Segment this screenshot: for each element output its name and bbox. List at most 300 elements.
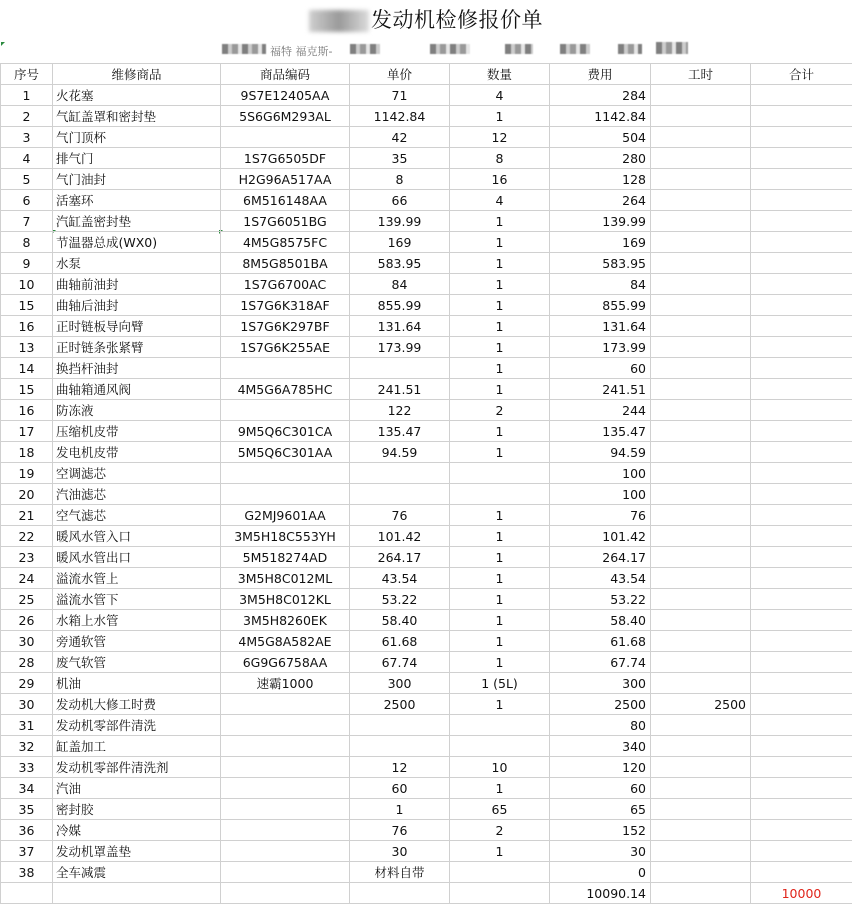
grand-total: 10000: [751, 883, 852, 904]
item-code-cell: 9M5Q6C301CA: [221, 421, 350, 442]
fee-cell: 241.51: [550, 379, 651, 400]
row-no-cell: 5: [1, 169, 53, 190]
table-row: [1, 631, 852, 652]
unit-price-cell: 241.51: [350, 379, 450, 400]
table-row: [1, 190, 852, 211]
fee-cell: 244: [550, 400, 651, 421]
item-code-cell: [221, 841, 350, 862]
quantity-cell: 8: [450, 148, 550, 169]
item-code-cell: [221, 799, 350, 820]
item-code-cell: H2G96A517AA: [221, 169, 350, 190]
item-name-cell: 全车减震: [53, 862, 221, 883]
fee-cell: 340: [550, 736, 651, 757]
item-code-cell: 1S7G6K318AF: [221, 295, 350, 316]
row-no-cell: 17: [1, 421, 53, 442]
fee-cell: 264.17: [550, 547, 651, 568]
item-name-cell: 缸盖加工: [53, 736, 221, 757]
table-row: [1, 757, 852, 778]
labor-hours-cell: [651, 799, 751, 820]
fee-cell: 0: [550, 862, 651, 883]
quantity-cell: [450, 862, 550, 883]
table-row: [1, 274, 852, 295]
row-total-cell: [751, 715, 852, 736]
row-no-cell: 25: [1, 589, 53, 610]
row-total-cell: [751, 463, 852, 484]
row-no-cell: 19: [1, 463, 53, 484]
fee-cell: 135.47: [550, 421, 651, 442]
labor-hours-cell: [651, 862, 751, 883]
fee-cell: 58.40: [550, 610, 651, 631]
row-no-cell: 15: [1, 379, 53, 400]
redacted-title-prefix: [309, 10, 369, 32]
quantity-cell: 1: [450, 526, 550, 547]
quantity-cell: 1: [450, 253, 550, 274]
table-row: [1, 316, 852, 337]
table-row: [1, 820, 852, 841]
item-name-cell: 汽缸盖密封垫: [53, 211, 221, 232]
table-row: [1, 589, 852, 610]
col-header-item: 维修商品: [53, 64, 221, 85]
row-total-cell: [751, 85, 852, 106]
row-no-cell: 20: [1, 484, 53, 505]
labor-hours-cell: [651, 463, 751, 484]
item-code-cell: [221, 484, 350, 505]
row-total-cell: [751, 862, 852, 883]
item-code-cell: 1S7G6505DF: [221, 148, 350, 169]
table-row: [1, 442, 852, 463]
fee-cell: 101.42: [550, 526, 651, 547]
item-code-cell: 速霸1000: [221, 673, 350, 694]
summary-row: [1, 883, 852, 904]
fee-cell: 280: [550, 148, 651, 169]
row-no-cell: 36: [1, 820, 53, 841]
row-no-cell: 23: [1, 547, 53, 568]
row-total-cell: [751, 673, 852, 694]
unit-price-cell: 84: [350, 274, 450, 295]
fee-cell: 76: [550, 505, 651, 526]
item-code-cell: [221, 400, 350, 421]
item-name-cell: 发动机罩盖垫: [53, 841, 221, 862]
item-name-cell: 汽油滤芯: [53, 484, 221, 505]
item-name-cell: 曲轴后油封: [53, 295, 221, 316]
labor-hours-cell: [651, 253, 751, 274]
table-row: [1, 694, 852, 715]
labor-hours-cell: [651, 673, 751, 694]
row-no-cell: 2: [1, 106, 53, 127]
fee-cell: 128: [550, 169, 651, 190]
table-row: [1, 379, 852, 400]
unit-price-cell: 42: [350, 127, 450, 148]
quantity-cell: 16: [450, 169, 550, 190]
item-name-cell: 暖风水管入口: [53, 526, 221, 547]
col-header-fee: 费用: [550, 64, 651, 85]
item-code-cell: 1S7G6700AC: [221, 274, 350, 295]
unit-price-cell: 58.40: [350, 610, 450, 631]
row-total-cell: [751, 799, 852, 820]
row-no-cell: 16: [1, 316, 53, 337]
fee-cell: 94.59: [550, 442, 651, 463]
unit-price-cell: 76: [350, 820, 450, 841]
row-no-cell: 35: [1, 799, 53, 820]
table-row: [1, 778, 852, 799]
unit-price-cell: 855.99: [350, 295, 450, 316]
labor-hours-cell: [651, 421, 751, 442]
fee-cell: 583.95: [550, 253, 651, 274]
labor-hours-cell: [651, 757, 751, 778]
row-total-cell: [751, 148, 852, 169]
row-no-cell: 22: [1, 526, 53, 547]
labor-hours-cell: [651, 736, 751, 757]
row-total-cell: [751, 379, 852, 400]
labor-hours-cell: [651, 652, 751, 673]
fee-cell: 100: [550, 463, 651, 484]
row-no-cell: 24: [1, 568, 53, 589]
item-name-cell: 正时链板导向臂: [53, 316, 221, 337]
summary-cell: [221, 883, 350, 904]
quantity-cell: 2: [450, 400, 550, 421]
item-code-cell: 3M5H8260EK: [221, 610, 350, 631]
unit-price-cell: 43.54: [350, 568, 450, 589]
table-row: [1, 736, 852, 757]
labor-hours-cell: [651, 127, 751, 148]
quantity-cell: [450, 463, 550, 484]
table-row: [1, 421, 852, 442]
unit-price-cell: 30: [350, 841, 450, 862]
unit-price-cell: 583.95: [350, 253, 450, 274]
quantity-cell: 1: [450, 337, 550, 358]
unit-price-cell: 2500: [350, 694, 450, 715]
row-total-cell: [751, 295, 852, 316]
unit-price-cell: 71: [350, 85, 450, 106]
table-row: [1, 610, 852, 631]
labor-hours-cell: [651, 295, 751, 316]
quantity-cell: 1: [450, 568, 550, 589]
labor-hours-cell: [651, 568, 751, 589]
row-total-cell: [751, 736, 852, 757]
item-code-cell: G2MJ9601AA: [221, 505, 350, 526]
labor-hours-cell: [651, 715, 751, 736]
row-total-cell: [751, 778, 852, 799]
unit-price-cell: [350, 715, 450, 736]
item-name-cell: 发动机零部件清洗: [53, 715, 221, 736]
table-row: [1, 799, 852, 820]
row-no-cell: 28: [1, 652, 53, 673]
labor-hours-cell: [651, 106, 751, 127]
row-total-cell: [751, 253, 852, 274]
labor-hours-cell: [651, 589, 751, 610]
table-row: [1, 505, 852, 526]
quantity-cell: [450, 736, 550, 757]
item-name-cell: 发动机零部件清洗剂: [53, 757, 221, 778]
table-row: [1, 484, 852, 505]
quantity-cell: 1: [450, 274, 550, 295]
fee-cell: 169: [550, 232, 651, 253]
quantity-cell: 1: [450, 610, 550, 631]
item-name-cell: 水箱上水管: [53, 610, 221, 631]
item-code-cell: [221, 358, 350, 379]
table-row: [1, 568, 852, 589]
col-header-no: 序号: [1, 64, 53, 85]
title-text: 发动机检修报价单: [371, 8, 543, 32]
row-no-cell: 13: [1, 337, 53, 358]
item-name-cell: 水泵: [53, 253, 221, 274]
table-row: [1, 652, 852, 673]
fee-cell: 60: [550, 778, 651, 799]
quantity-cell: 1: [450, 316, 550, 337]
row-total-cell: [751, 694, 852, 715]
labor-hours-cell: [651, 169, 751, 190]
cell-comment-marker: [1, 42, 5, 46]
item-name-cell: 换挡杆油封: [53, 358, 221, 379]
fee-cell: 300: [550, 673, 651, 694]
quantity-cell: 1: [450, 589, 550, 610]
table-row: [1, 253, 852, 274]
item-name-cell: 空气滤芯: [53, 505, 221, 526]
quantity-cell: 1: [450, 505, 550, 526]
table-row: [1, 862, 852, 883]
unit-price-cell: 53.22: [350, 589, 450, 610]
item-code-cell: 3M5H18C553YH: [221, 526, 350, 547]
labor-hours-cell: [651, 631, 751, 652]
item-name-cell: 防冻液: [53, 400, 221, 421]
row-total-cell: [751, 232, 852, 253]
row-total-cell: [751, 127, 852, 148]
labor-hours-cell: [651, 379, 751, 400]
redacted-mosaic: [350, 44, 380, 54]
quantity-cell: [450, 484, 550, 505]
fee-cell: 131.64: [550, 316, 651, 337]
subtitle-text: 福特 福克斯-: [270, 43, 332, 59]
fee-cell: 173.99: [550, 337, 651, 358]
summary-cell: [450, 883, 550, 904]
header-row: [1, 64, 852, 85]
redacted-mosaic: [222, 44, 266, 54]
table-row: [1, 127, 852, 148]
col-header-price: 单价: [350, 64, 450, 85]
quantity-cell: 2: [450, 820, 550, 841]
table-row: [1, 400, 852, 421]
quantity-cell: 1 (5L): [450, 673, 550, 694]
row-no-cell: 30: [1, 631, 53, 652]
quantity-cell: 1: [450, 652, 550, 673]
quantity-cell: 1: [450, 841, 550, 862]
item-code-cell: 3M5H8C012KL: [221, 589, 350, 610]
item-name-cell: 发电机皮带: [53, 442, 221, 463]
quantity-cell: 1: [450, 295, 550, 316]
redacted-mosaic: [505, 44, 533, 54]
item-name-cell: 汽油: [53, 778, 221, 799]
labor-hours-cell: [651, 400, 751, 421]
table-row: [1, 463, 852, 484]
row-total-cell: [751, 631, 852, 652]
fee-cell: 152: [550, 820, 651, 841]
quantity-cell: 12: [450, 127, 550, 148]
unit-price-cell: 8: [350, 169, 450, 190]
item-name-cell: 溢流水管下: [53, 589, 221, 610]
labor-hours-cell: [651, 547, 751, 568]
row-no-cell: 3: [1, 127, 53, 148]
fee-cell: 100: [550, 484, 651, 505]
quantity-cell: 4: [450, 190, 550, 211]
row-no-cell: 4: [1, 148, 53, 169]
summary-cell: [53, 883, 221, 904]
item-code-cell: 5M518274AD: [221, 547, 350, 568]
unit-price-cell: [350, 463, 450, 484]
row-no-cell: 31: [1, 715, 53, 736]
quantity-cell: 1: [450, 211, 550, 232]
item-code-cell: 1S7G6K297BF: [221, 316, 350, 337]
fee-cell: 43.54: [550, 568, 651, 589]
labor-hours-cell: [651, 148, 751, 169]
unit-price-cell: 1142.84: [350, 106, 450, 127]
unit-price-cell: 66: [350, 190, 450, 211]
row-no-cell: 16: [1, 400, 53, 421]
summary-cell: [1, 883, 53, 904]
labor-hours-cell: [651, 610, 751, 631]
item-name-cell: 溢流水管上: [53, 568, 221, 589]
item-code-cell: [221, 127, 350, 148]
row-no-cell: 29: [1, 673, 53, 694]
unit-price-cell: 60: [350, 778, 450, 799]
row-total-cell: [751, 316, 852, 337]
redacted-mosaic: [618, 44, 642, 54]
fee-sum: 10090.14: [550, 883, 651, 904]
fee-cell: 65: [550, 799, 651, 820]
item-code-cell: 8M5G8501BA: [221, 253, 350, 274]
item-name-cell: 冷媒: [53, 820, 221, 841]
row-total-cell: [751, 505, 852, 526]
quantity-cell: 1: [450, 778, 550, 799]
fee-cell: 284: [550, 85, 651, 106]
labor-hours-cell: [651, 316, 751, 337]
table-row: [1, 337, 852, 358]
table-row: [1, 526, 852, 547]
item-name-cell: 节温器总成(WX0): [53, 232, 221, 253]
row-total-cell: [751, 169, 852, 190]
quantity-cell: 1: [450, 631, 550, 652]
item-name-cell: 气门顶杯: [53, 127, 221, 148]
row-no-cell: 7: [1, 211, 53, 232]
row-no-cell: 10: [1, 274, 53, 295]
item-name-cell: 曲轴前油封: [53, 274, 221, 295]
item-code-cell: 6M516148AA: [221, 190, 350, 211]
row-no-cell: 9: [1, 253, 53, 274]
labor-hours-cell: 2500: [651, 694, 751, 715]
row-no-cell: 32: [1, 736, 53, 757]
row-total-cell: [751, 400, 852, 421]
sheet-title: [0, 4, 852, 34]
item-name-cell: 排气门: [53, 148, 221, 169]
row-no-cell: 33: [1, 757, 53, 778]
item-name-cell: 机油: [53, 673, 221, 694]
row-total-cell: [751, 568, 852, 589]
row-no-cell: 14: [1, 358, 53, 379]
fee-cell: 1142.84: [550, 106, 651, 127]
row-total-cell: [751, 274, 852, 295]
quantity-cell: 1: [450, 379, 550, 400]
table-row: [1, 85, 852, 106]
item-name-cell: 压缩机皮带: [53, 421, 221, 442]
table-row: [1, 295, 852, 316]
row-total-cell: [751, 421, 852, 442]
col-header-qty: 数量: [450, 64, 550, 85]
item-name-cell: 活塞环: [53, 190, 221, 211]
row-no-cell: 26: [1, 610, 53, 631]
row-total-cell: [751, 358, 852, 379]
unit-price-cell: 122: [350, 400, 450, 421]
quantity-cell: 1: [450, 106, 550, 127]
row-total-cell: [751, 211, 852, 232]
quantity-cell: [450, 715, 550, 736]
summary-cell: [651, 883, 751, 904]
item-code-cell: 5S6G6M293AL: [221, 106, 350, 127]
item-name-cell: 发动机大修工时费: [53, 694, 221, 715]
unit-price-cell: 76: [350, 505, 450, 526]
item-code-cell: 1S7G6051BG: [221, 211, 350, 232]
row-total-cell: [751, 190, 852, 211]
item-code-cell: [221, 778, 350, 799]
unit-price-cell: 材料自带: [350, 862, 450, 883]
row-no-cell: 15: [1, 295, 53, 316]
item-code-cell: [221, 862, 350, 883]
item-code-cell: [221, 820, 350, 841]
labor-hours-cell: [651, 190, 751, 211]
quote-table: [0, 63, 852, 904]
table-body: [1, 85, 852, 883]
fee-cell: 30: [550, 841, 651, 862]
item-name-cell: 气门油封: [53, 169, 221, 190]
quantity-cell: 1: [450, 421, 550, 442]
quantity-cell: 4: [450, 85, 550, 106]
unit-price-cell: 94.59: [350, 442, 450, 463]
summary-cell: [350, 883, 450, 904]
unit-price-cell: 1: [350, 799, 450, 820]
labor-hours-cell: [651, 526, 751, 547]
item-code-cell: 9S7E12405AA: [221, 85, 350, 106]
col-header-hours: 工时: [651, 64, 751, 85]
fee-cell: 504: [550, 127, 651, 148]
labor-hours-cell: [651, 820, 751, 841]
quantity-cell: 65: [450, 799, 550, 820]
quantity-cell: 1: [450, 232, 550, 253]
labor-hours-cell: [651, 232, 751, 253]
unit-price-cell: 131.64: [350, 316, 450, 337]
redacted-mosaic: [560, 44, 590, 54]
labor-hours-cell: [651, 85, 751, 106]
labor-hours-cell: [651, 841, 751, 862]
item-code-cell: 6G9G6758AA: [221, 652, 350, 673]
item-name-cell: 气缸盖罩和密封垫: [53, 106, 221, 127]
row-total-cell: [751, 547, 852, 568]
unit-price-cell: 61.68: [350, 631, 450, 652]
item-name-cell: 正时链条张紧臂: [53, 337, 221, 358]
labor-hours-cell: [651, 274, 751, 295]
fee-cell: 120: [550, 757, 651, 778]
unit-price-cell: 300: [350, 673, 450, 694]
row-no-cell: 8: [1, 232, 53, 253]
table-row: [1, 841, 852, 862]
item-code-cell: 4M5G6A785HC: [221, 379, 350, 400]
unit-price-cell: 35: [350, 148, 450, 169]
table-row: [1, 358, 852, 379]
row-total-cell: [751, 337, 852, 358]
row-no-cell: 21: [1, 505, 53, 526]
item-code-cell: [221, 694, 350, 715]
fee-cell: 80: [550, 715, 651, 736]
labor-hours-cell: [651, 211, 751, 232]
item-code-cell: 4M5G8575FC: [221, 232, 350, 253]
item-name-cell: 曲轴箱通风阀: [53, 379, 221, 400]
